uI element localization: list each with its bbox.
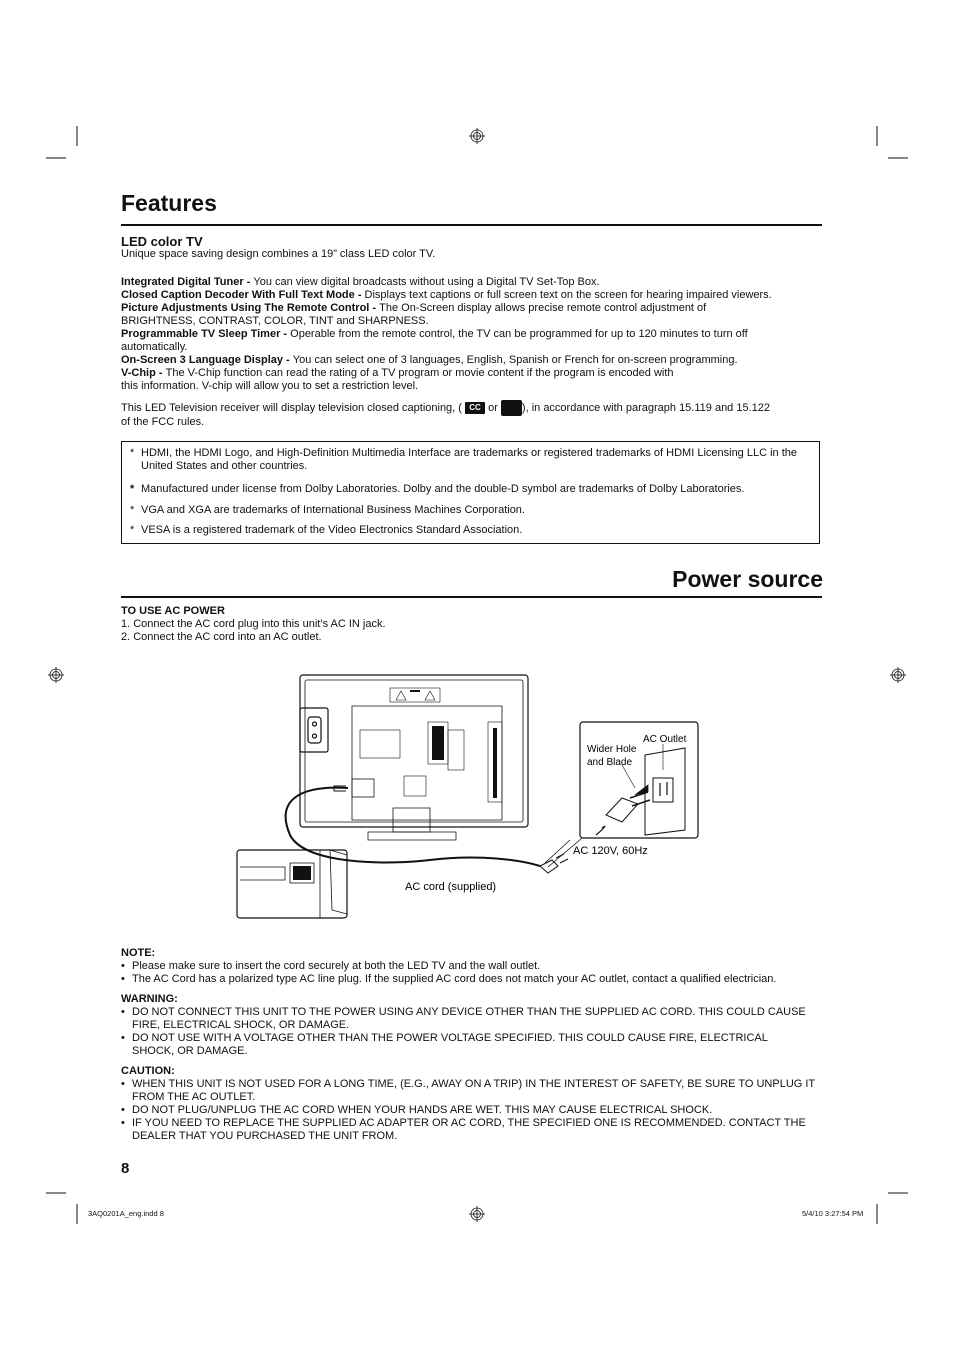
timestamp: 5/4/10 3:27:54 PM bbox=[802, 1209, 864, 1218]
registration-mark-right bbox=[890, 667, 906, 683]
registration-mark-bottom bbox=[469, 1206, 485, 1222]
ac-in-inset bbox=[300, 708, 328, 752]
power-source-rule bbox=[121, 596, 822, 598]
use-ac-power-title: TO USE AC POWER bbox=[121, 605, 225, 617]
features-rule bbox=[121, 224, 822, 226]
led-title: LED color TV bbox=[121, 234, 203, 249]
features-heading: Features bbox=[121, 190, 217, 216]
wider-hole-label: Wider Hole bbox=[587, 744, 637, 755]
power-connection-diagram bbox=[230, 670, 710, 925]
step-item: 1. Connect the AC cord plug into this unit’s AC IN jack. bbox=[121, 618, 386, 630]
caution-title: CAUTION: bbox=[121, 1065, 175, 1077]
wall-outlet bbox=[645, 748, 685, 835]
ac-voltage-label: AC 120V, 60Hz bbox=[573, 845, 648, 857]
caution-item: • DO NOT PLUG/UNPLUG THE AC CORD WHEN YOUR HANDS ARE WET. THIS MAY CAUSE ELECTRICAL SHOCK. bbox=[121, 1104, 816, 1117]
warning-item: • DO NOT CONNECT THIS UNIT TO THE POWER USING ANY DEVICE OTHER THAN THE SUPPLIED AC CORD. THIS COULD CAUSE FIRE, ELECTRICAL SHOCK, OR DAMAGE. bbox=[121, 1006, 811, 1032]
warning-list bbox=[121, 1006, 811, 1058]
feature-item: Picture Adjustments Using The Remote Control - The On-Screen display allows precise remote control adjustment of BRIGHTNESS, CONTRAST, COLOR, TINT and SHARPNESS. bbox=[121, 302, 707, 327]
led-description: Unique space saving design combines a 19” class LED color TV. bbox=[121, 248, 436, 260]
feature-item: Integrated Digital Tuner - You can view digital broadcasts without using a Digital TV Set-Top Box. bbox=[121, 276, 600, 288]
registration-mark-left bbox=[48, 667, 64, 683]
and-blade-label: and Blade bbox=[587, 757, 633, 768]
note-item: • Please make sure to insert the cord securely at both the LED TV and the wall outlet. bbox=[121, 960, 821, 973]
note-item: • The AC Cord has a polarized type AC line plug. If the supplied AC cord does not match your AC outlet, contact a qualified electrician. bbox=[121, 973, 821, 986]
warning-item: • DO NOT USE WITH A VOLTAGE OTHER THAN THE POWER VOLTAGE SPECIFIED. THIS COULD CAUSE FIRE, ELECTRICAL SHOCK, OR DAMAGE. bbox=[121, 1032, 811, 1058]
trademark-box: * HDMI, the HDMI Logo, and High-Definition Multimedia Interface are trademarks or registered trademarks of HDMI Licensing LLC in the United States and other countries. * Manufactured under license from Dolby Laboratories. Dolby and the double-D symbol are trademarks of Dolby Laboratories. * VGA and XGA are trademarks of International Business Machines Corporation. * VESA is a registered trademark of the Video Electronics Standard Association. bbox=[121, 441, 820, 544]
power-source-heading: Power source bbox=[672, 566, 823, 592]
ac-outlet-label: AC Outlet bbox=[643, 734, 687, 745]
feature-item: Programmable TV Sleep Timer - Operable from the remote control, the TV can be programmed for up to 120 minutes to turn off automatically. bbox=[121, 328, 748, 353]
caution-item: • WHEN THIS UNIT IS NOT USED FOR A LONG TIME, (E.G., AWAY ON A TRIP) IN THE INTEREST OF SAFETY, BE SURE TO UNPLUG IT FROM THE AC OUTLET. bbox=[121, 1078, 816, 1104]
registration-mark-top bbox=[469, 128, 485, 144]
note-list bbox=[121, 960, 821, 986]
note-title: NOTE: bbox=[121, 947, 156, 959]
step-item: 2. Connect the AC cord into an AC outlet. bbox=[121, 631, 322, 643]
feature-item: Closed Caption Decoder With Full Text Mode - Displays text captions or full screen text on the screen for hearing impaired viewers. bbox=[121, 289, 772, 301]
feature-item: On-Screen 3 Language Display - You can select one of 3 languages, English, Spanish or French for on-screen programming. bbox=[121, 354, 738, 366]
feature-item: V-Chip - The V-Chip function can read the rating of a TV program or movie content if the program is encoded with this information. V-chip will allow you to set a restriction level. bbox=[121, 367, 674, 392]
page-number: 8 bbox=[121, 1160, 130, 1177]
feature-list bbox=[121, 276, 816, 393]
closed-caption-icon: CC bbox=[465, 402, 485, 414]
file-name: 3AQ0201A_eng.indd 8 bbox=[88, 1209, 164, 1218]
caution-item: • IF YOU NEED TO REPLACE THE SUPPLIED AC ADAPTER OR AC CORD, THE SPECIFIED ONE IS RECOMMENDED. CONTACT THE DEALER THAT YOU PURCHASED THE UNIT FROM. bbox=[121, 1117, 816, 1143]
caution-list bbox=[121, 1078, 816, 1143]
caption-speech-icon bbox=[501, 400, 522, 416]
tv-rear-panel bbox=[352, 706, 502, 820]
warning-title: WARNING: bbox=[121, 993, 178, 1005]
closed-caption-paragraph: This LED Television receiver will display television closed captioning, ( CC or ), in accordance with paragraph 15.119 and 15.122 of the FCC rules. bbox=[121, 401, 771, 428]
ac-cord-label: AC cord (supplied) bbox=[405, 881, 497, 893]
